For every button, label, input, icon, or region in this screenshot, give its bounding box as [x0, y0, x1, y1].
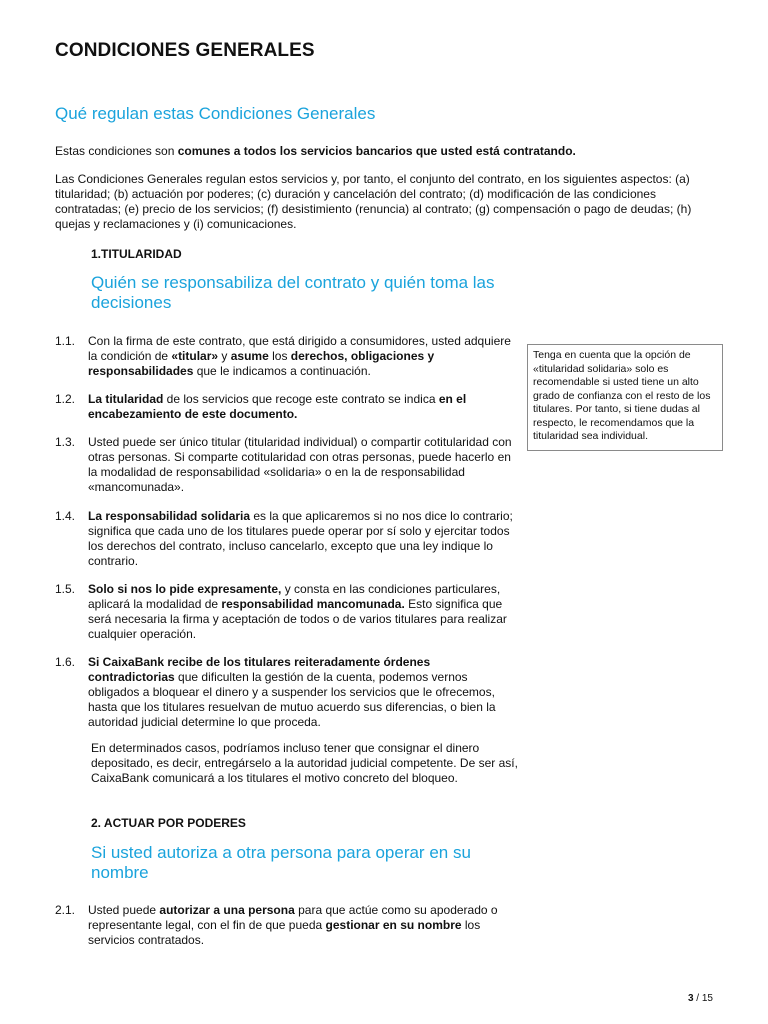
section-2-label: 2. ACTUAR POR PODERES [91, 816, 246, 830]
clause-1-4: 1.4. La responsabilidad solidaria es la que aplicaremos si no nos dice lo contrario; significa que cada uno de los titulares puede operar por sí solo y ejercitar todos los derechos del contrato, incluso cancelarlo, excepto que una ley indique lo contrario. [55, 509, 513, 568]
clause-1-3: 1.3. Usted puede ser único titular (titularidad individual) o compartir cotitularidad con otras personas. Si comparte cotitularidad con otras personas, puede hacerlo en la modalidad de responsabilidad «solidaria» o en la de responsabilidad «mancomunada». [55, 435, 512, 494]
clause-number: 1.4. [55, 509, 76, 523]
section-1-label: 1.TITULARIDAD [91, 247, 182, 261]
clause-number: 1.5. [55, 582, 76, 596]
section-2-heading: Si usted autoriza a otra persona para operar en su nombre [91, 843, 471, 882]
clause-number: 1.2. [55, 392, 76, 406]
clause-1-1: 1.1. Con la firma de este contrato, que está dirigido a consumidores, usted adquiere la condición de «titular» y asume los derechos, obligaciones y responsabilidades que le indicamos a continuación. [55, 334, 511, 378]
section-1-heading: Quién se responsabiliza del contrato y quién toma las decisiones [91, 273, 495, 312]
intro-paragraph-1: Estas condiciones son comunes a todos los servicios bancarios que usted está contratando. [55, 144, 576, 158]
clause-number: 1.3. [55, 435, 76, 449]
clause-1-6-continuation: En determinados casos, podríamos incluso tener que consignar el dinero depositado, es decir, entregárselo a la autoridad judicial competente. De ser así, CaixaBank comunicará a los titulares el motivo concreto del bloqueo. [91, 741, 518, 785]
clause-1-5: 1.5. Solo si nos lo pide expresamente, y consta en las condiciones particulares, aplicará la modalidad de responsabilidad mancomunada. Esto significa que será necesaria la firma y aceptación de todos o de varios titulares para realizar cualquier operación. [55, 582, 507, 641]
clause-number: 1.1. [55, 334, 76, 348]
clause-1-2: 1.2. La titularidad de los servicios que recoge este contrato se indica en el encabezamiento de este documento. [55, 392, 467, 421]
intro-paragraph-2: Las Condiciones Generales regulan estos servicios y, por tanto, el conjunto del contrato, en los siguientes aspectos: (a) titularidad; (b) actuación por poderes; (c) duración y cancelación del contrato; (d) modificación de las condiciones contratadas; (e) precio de los servicios; (f) desistimiento (renuncia) al contrato; (g) compensación o pago de deudas; (h) quejas y reclamaciones y (i) comunicaciones. [55, 172, 692, 231]
document-title: CONDICIONES GENERALES [55, 40, 315, 61]
clause-number: 2.1. [55, 903, 76, 917]
clause-number: 1.6. [55, 655, 76, 669]
side-note-box: Tenga en cuenta que la opción de «titularidad solidaria» solo es recomendable si usted tiene un alto grado de confianza con el resto de los titulares. Por tanto, si tiene dudas al respecto, le recomendamos que la titularidad sea individual. [527, 344, 723, 451]
intro-heading: Qué regulan estas Condiciones Generales [55, 104, 376, 123]
clause-2-1: 2.1. Usted puede autorizar a una persona para que actúe como su apoderado o representante legal, con el fin de que pueda gestionar en su nombre los servicios contratados. [55, 903, 498, 947]
clause-1-6: 1.6. Si CaixaBank recibe de los titulares reiteradamente órdenes contradictorias que dificulten la gestión de la cuenta, podemos vernos obligados a bloquear el dinero y a suspender los servicios que le ofrecemos, hasta que los titulares resuelvan de mutuo acuerdo sus diferencias, o bien la autoridad judicial determine lo que proceda. [55, 655, 496, 729]
page-number: 3 / 15 [687, 993, 713, 1004]
